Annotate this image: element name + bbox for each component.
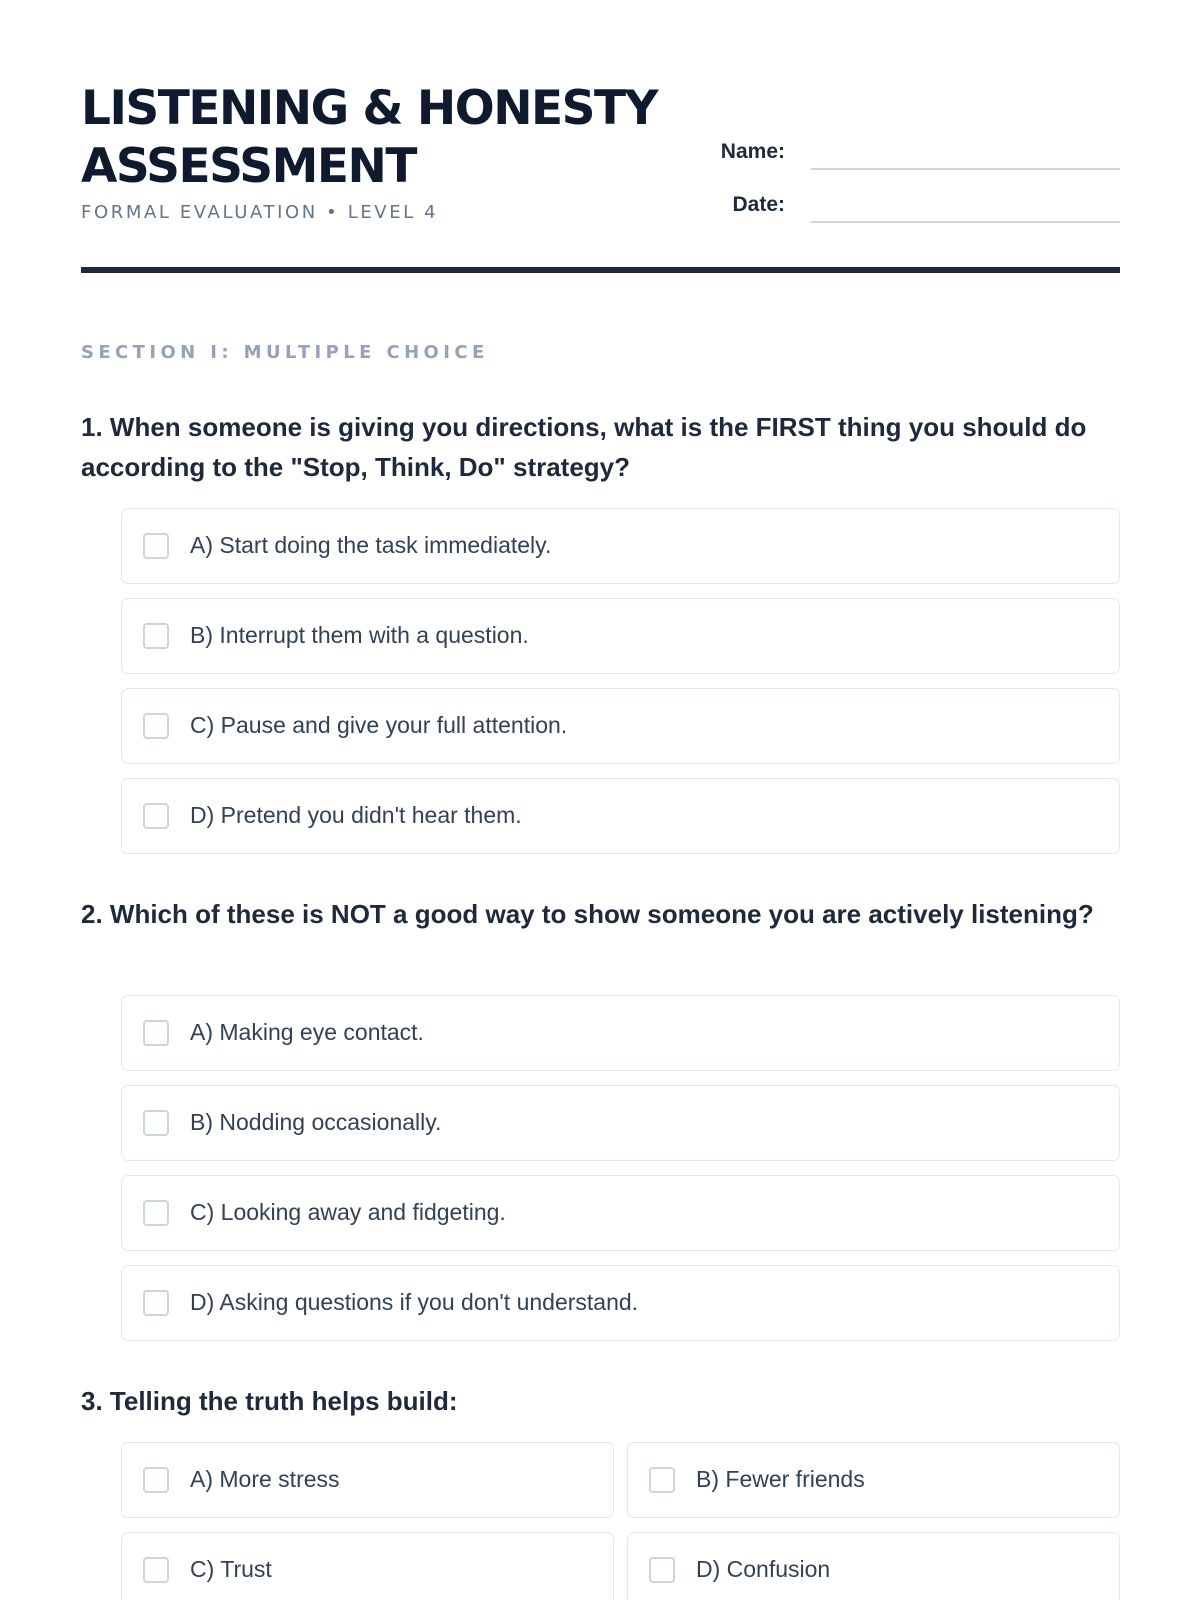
checkbox[interactable]: [143, 1290, 169, 1316]
page-subtitle: FORMAL EVALUATION • LEVEL 4: [81, 202, 439, 223]
option-label: A) Making eye contact.: [190, 1019, 424, 1045]
q2-option-a[interactable]: [121, 995, 1120, 1071]
question-1: 1. When someone is giving you directions, what is the FIRST thing you should do according to the "Stop, Think, Do" strategy?: [81, 412, 1087, 482]
checkbox[interactable]: [143, 1110, 169, 1136]
page-header: [81, 0, 1120, 274]
name-field[interactable]: [811, 168, 1120, 170]
option-label: C) Trust: [190, 1556, 272, 1582]
option-label: D) Confusion: [696, 1556, 831, 1582]
checkbox[interactable]: [143, 1467, 169, 1493]
name-label: Name:: [720, 140, 785, 163]
name-row: [691, 140, 1120, 172]
option-label: B) Fewer friends: [696, 1466, 865, 1492]
question-2: 2. Which of these is NOT a good way to show someone you are actively listening?: [81, 899, 1094, 929]
date-label: Date:: [732, 193, 785, 216]
option-label: A) More stress: [190, 1466, 340, 1492]
option-label: D) Asking questions if you don't understand.: [190, 1289, 639, 1315]
header-divider: [81, 267, 1120, 273]
title-line-1: LISTENING & HONESTY: [81, 81, 658, 136]
q1-option-c[interactable]: [121, 688, 1120, 764]
checkbox[interactable]: [143, 1557, 169, 1583]
option-label: A) Start doing the task immediately.: [190, 532, 552, 558]
option-label: B) Interrupt them with a question.: [190, 622, 529, 648]
option-label: C) Looking away and fidgeting.: [190, 1199, 506, 1225]
option-label: B) Nodding occasionally.: [190, 1109, 442, 1135]
q2-option-d[interactable]: [121, 1265, 1120, 1341]
assessment-page: [81, 0, 1120, 1582]
q3-option-c[interactable]: [121, 1532, 614, 1600]
q2-option-c[interactable]: [121, 1175, 1120, 1251]
checkbox[interactable]: [649, 1557, 675, 1583]
option-label: D) Pretend you didn't hear them.: [190, 802, 522, 828]
checkbox[interactable]: [649, 1467, 675, 1493]
checkbox[interactable]: [143, 713, 169, 739]
q2-option-b[interactable]: [121, 1085, 1120, 1161]
checkbox[interactable]: [143, 533, 169, 559]
page-title: [81, 80, 721, 196]
question-3: 3. Telling the truth helps build:: [81, 1386, 458, 1416]
date-row: [691, 193, 1120, 225]
q1-option-a[interactable]: [121, 508, 1120, 584]
checkbox[interactable]: [143, 623, 169, 649]
title-line-2: ASSESSMENT: [81, 139, 416, 194]
q3-option-a[interactable]: [121, 1442, 614, 1518]
date-field[interactable]: [811, 221, 1120, 223]
q1-option-d[interactable]: [121, 778, 1120, 854]
q1-option-b[interactable]: [121, 598, 1120, 674]
checkbox[interactable]: [143, 1200, 169, 1226]
q3-option-d[interactable]: [627, 1532, 1120, 1600]
checkbox[interactable]: [143, 803, 169, 829]
section-title: SECTION I: MULTIPLE CHOICE: [81, 342, 489, 363]
option-label: C) Pause and give your full attention.: [190, 712, 568, 738]
q3-option-b[interactable]: [627, 1442, 1120, 1518]
checkbox[interactable]: [143, 1020, 169, 1046]
